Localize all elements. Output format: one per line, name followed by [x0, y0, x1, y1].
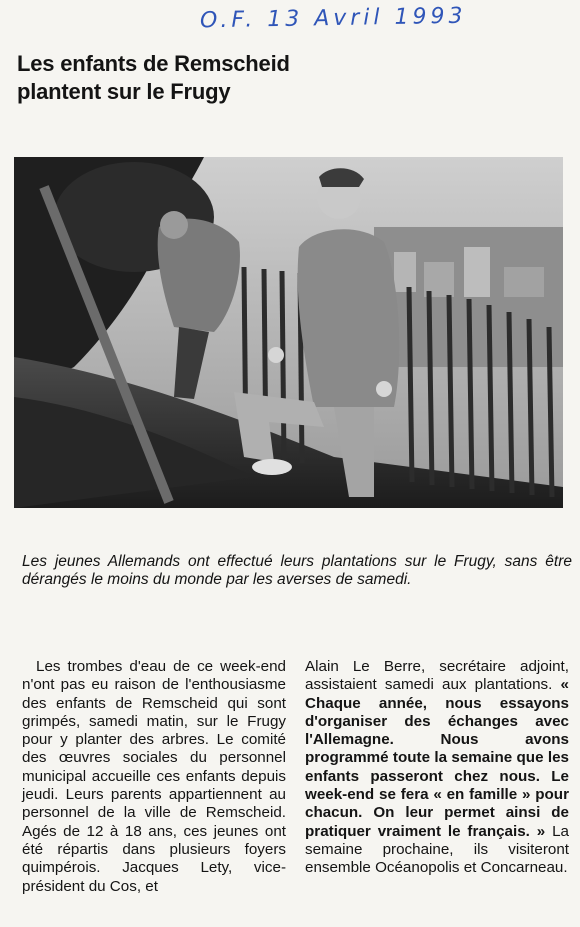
quote-text: « Chaque année, nous essayons d'organiser des échanges avec l'Allemagne. Nous avons programmé toute la semaine que les enfants passeront chez nous. Le week-end se fera « en famille » pour chacun. On leur permet ainsi de pratiquer vraiment le français. » [305, 676, 569, 840]
photo-illustration [14, 157, 563, 508]
article-column-left: Les trombes d'eau de ce week-end n'ont pas eu raison de l'enthousiasme des enfants de Remscheid qui sont grimpés, samedi matin, sur le Frugy pour y planter des arbres. Le comité des œuvres sociales du personnel municipal accueille ces enfants depuis jeudi. Leurs parents appartiennent au personnel de la ville de Remscheid. Agés de 12 à 18 ans, ces jeunes ont été répartis dans plusieurs foyers quimpérois. Jacques Lety, vice-président du Cos, et [22, 658, 286, 895]
handwritten-date-annotation: O.F. 13 Avril 1993 [199, 3, 467, 34]
article-photo [14, 157, 563, 508]
column-right-intro: Alain Le Berre, secrétaire adjoint, assistaient samedi aux plantations. [305, 658, 569, 694]
article-column-right [305, 658, 569, 878]
article-headline [17, 50, 377, 106]
photo-caption: Les jeunes Allemands ont effectué leurs plantations sur le Frugy, sans être dérangés le moins du monde par les averses de samedi. [22, 553, 572, 588]
headline-line-1: Les enfants de Remscheid [17, 51, 290, 76]
column-right-outro: La semaine prochaine, ils visiteront ensemble Océanopolis et Concarneau. [305, 822, 569, 877]
headline-line-2: plantent sur le Frugy [17, 79, 231, 104]
